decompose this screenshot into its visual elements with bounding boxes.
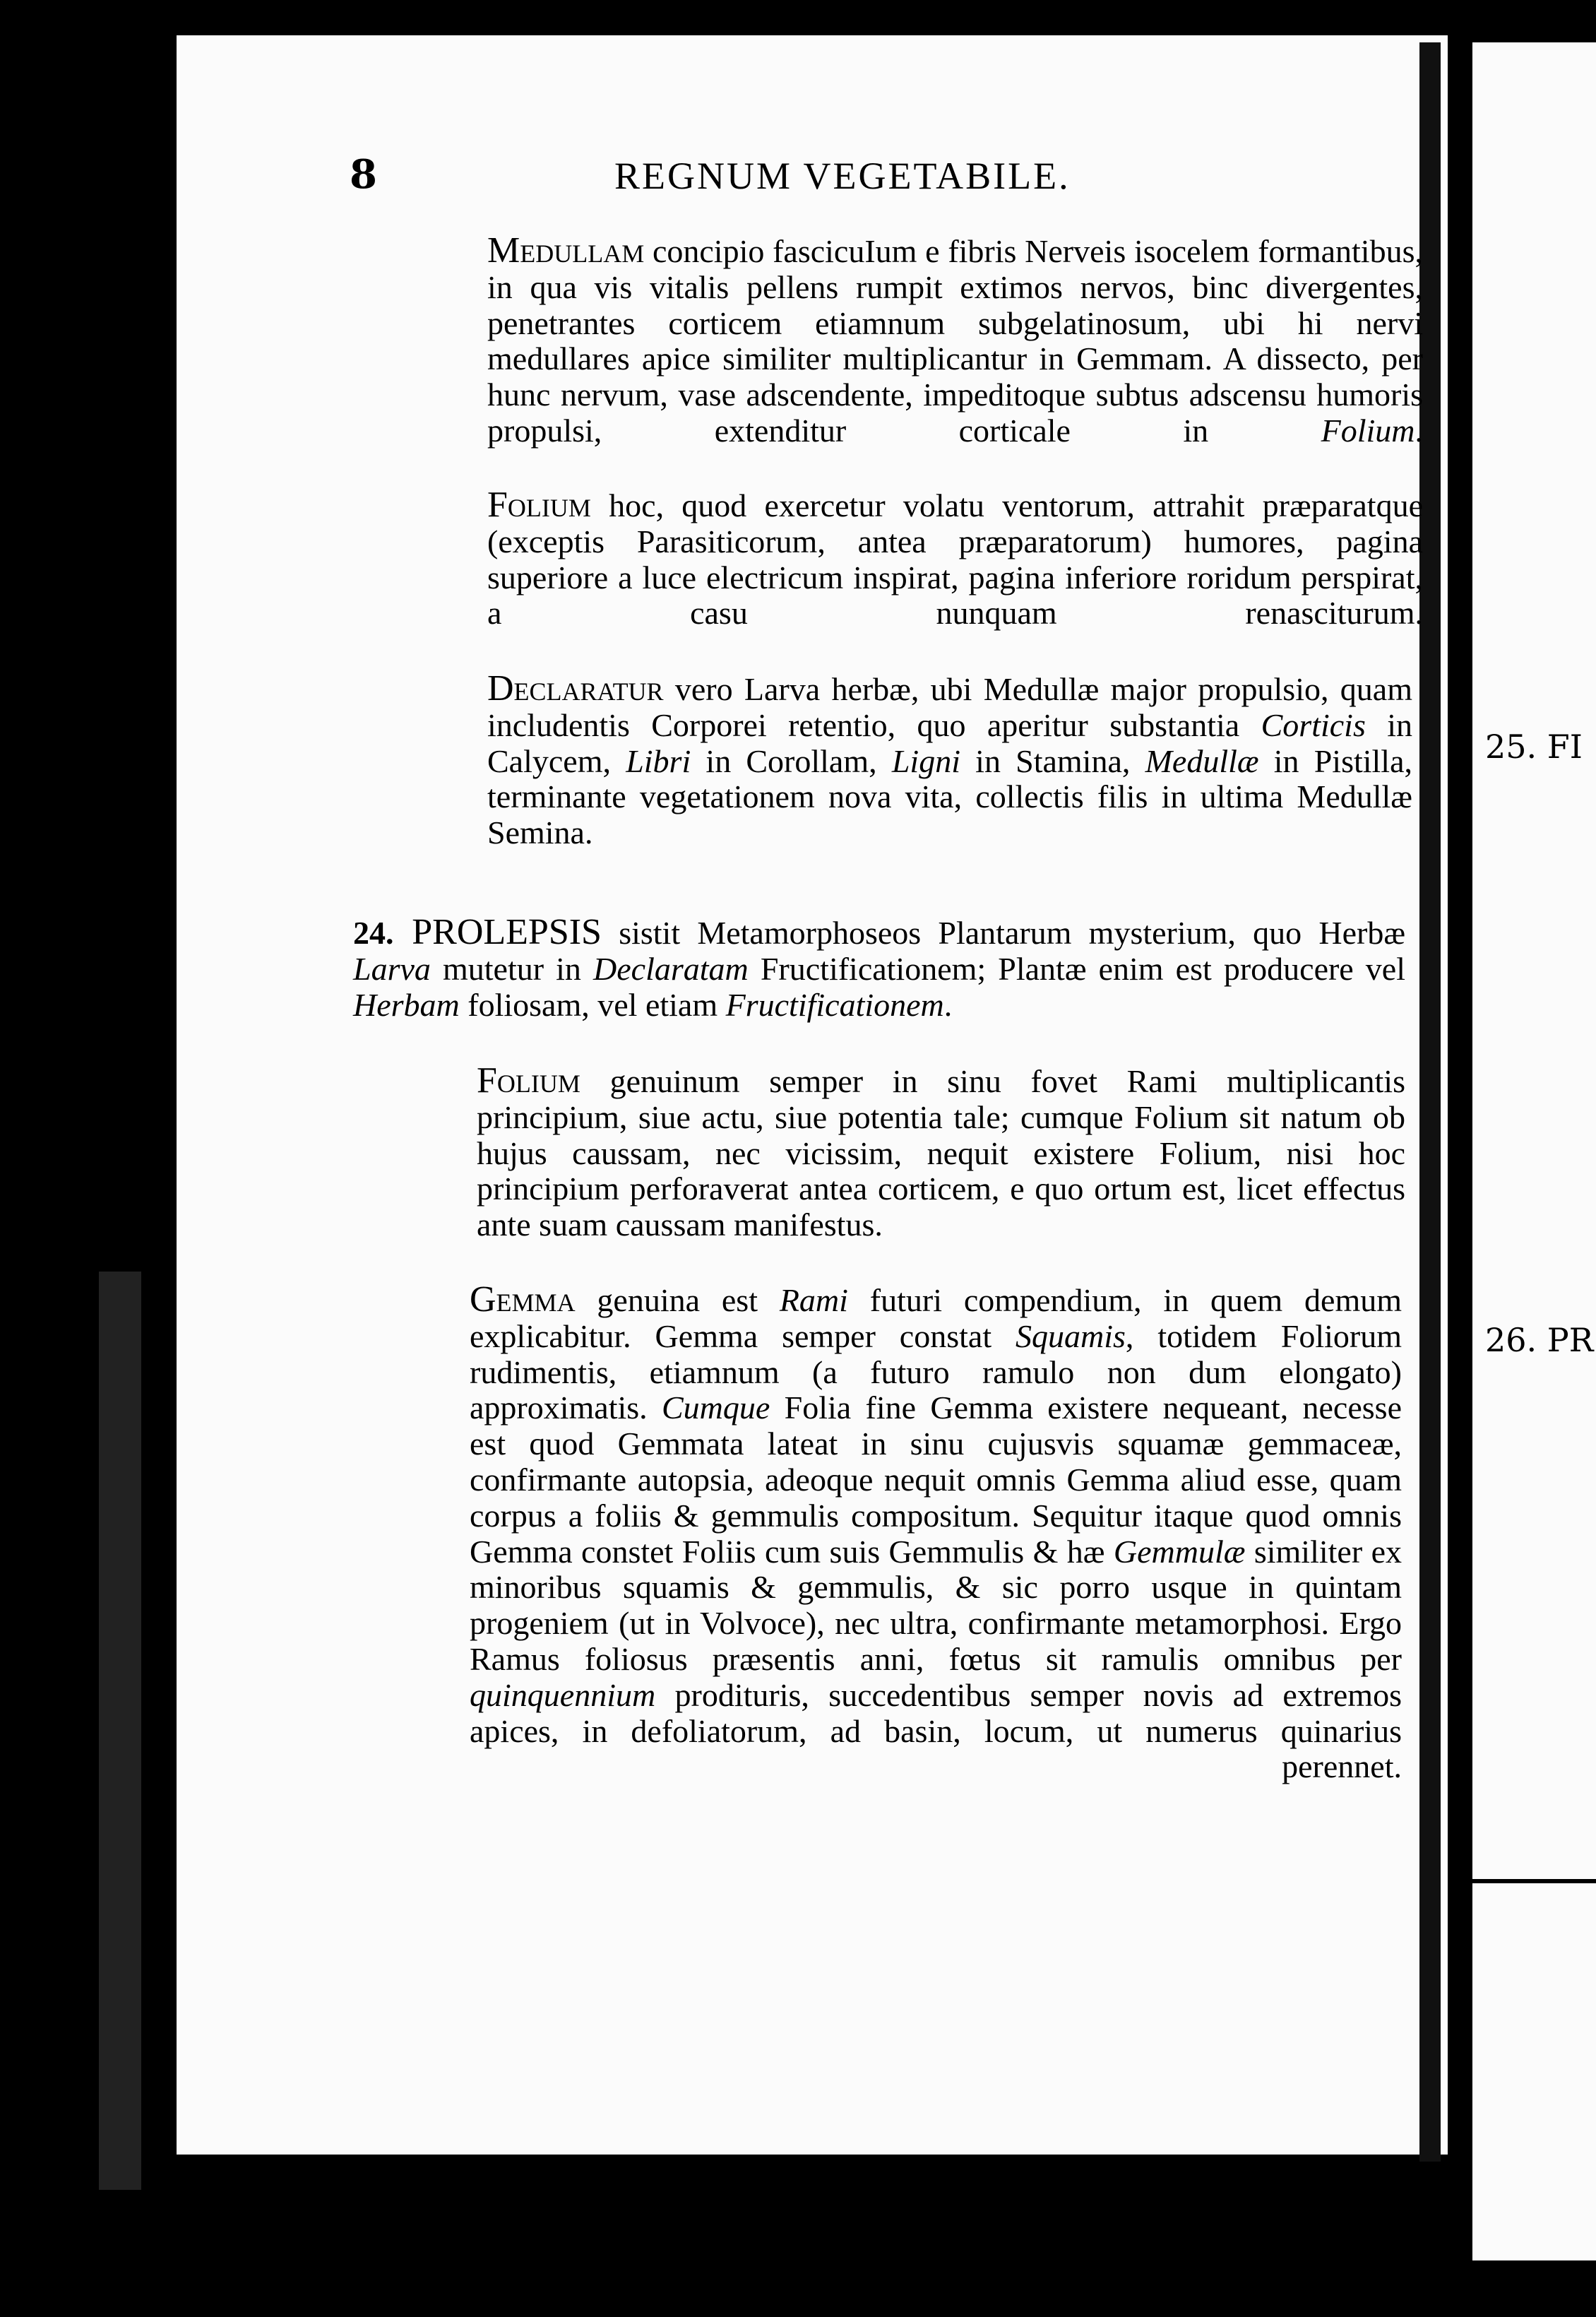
adjacent-rule — [1472, 1879, 1596, 1883]
paragraph-folium-genuinum: Folium genuinum semper in sinu fovet Rami multiplicantis principium, siue actu, siue potentia tale; cumque Folium sit natum ob hujus caussam, nec vicissim, nequit existere Folium, nisi hoc principium perforaverat antea corticem, e quo ortum est, licet effectus ante suam caussam manifestus. — [477, 1060, 1405, 1243]
adjacent-page — [1472, 42, 1596, 2260]
left-page-edge — [99, 1272, 141, 2190]
lead-word: Folium — [487, 485, 591, 525]
lead-word: Declaratur — [487, 668, 664, 709]
paragraph-gemma: Gemma genuina est Rami futuri compendium, in quem demum explicabitur. Gemma semper constat Squamis, totidem Foliorum rudimentis, etiamnum (a futuro ramulo non dum elongato) approximatis. Cumque Folia fine Gemma existere nequeant, necesse est quod Gemmata lateat in sinu cujusvis squamæ gemmaceæ, confirmante autopsia, adeoque nequit omnis Gemma aliud esse, quam corpus a foliis & gemmulis compositum. Sequitur itaque quod omnis Gemma constet Foliis cum suis Gemmulis & hæ Gemmulæ similiter ex minoribus squamis & gemmulis, & sic porro usque in quintam progeniem (ut in Volvoce), nec ultra, confirmante metamorphosi. Ergo Ramus foliosus præsentis anni, fœtus sit ramulis omnibus per quinquennium prodituris, succedentibus semper novis ad extremos apices, in defoliatorum, ad basin, locum, ut numerus quinarius perennet. — [470, 1279, 1403, 1785]
lead-word: Folium — [477, 1060, 580, 1101]
paragraph-folium-hoc: Folium hoc, quod exercetur volatu ventorum, attrahit præparatque (exceptis Parasiticorum, antea præparatorum) humores, pagina superiore a luce electricum inspirat, pagina inferiore roridum perspirat, a casu nunquam renasciturum. — [487, 485, 1423, 632]
paragraph-medullam: Medullam concipio fascicuIum e fibris Nerveis isocelem formantibus, in qua vis vitalis pellens rumpit extimos nervos, binc divergentes, penetrantes corticem etiamnum subgelatinosum, ubi hi nervi medullares apice similiter multiplicantur in Gemmam. A dissecto, per hunc nervum, vase adscendente, impeditoque subtus adscensu humoris propulsi, extenditur corticale in Folium. — [487, 230, 1423, 449]
section-heading: PROLEPSIS — [393, 912, 602, 952]
running-title: REGNUM VEGETABILE. — [614, 155, 1071, 197]
adjacent-section-26: 26. PR — [1485, 1321, 1594, 1359]
paragraph-prolepsis: 24. PROLEPSIS sistit Metamorphoseos Plantarum mysterium, quo Herbæ Larva mutetur in Declaratam Fructificationem; Plantæ enim est producere vel Herbam foliosam, vel etiam Fructificationem. — [353, 912, 1405, 1023]
lead-word: Gemma — [470, 1279, 576, 1320]
paragraph-declaratur: Declaratur vero Larva herbæ, ubi Medullæ major propulsio, quam includentis Corporei retentio, quo aperitur substantia Corticis in Calycem, Libri in Corollam, Ligni in Stamina, Medullæ in Pistilla, terminante vegetationem nova vita, collectis filis in ultima Medullæ Semina. — [487, 668, 1413, 851]
lead-word: Medullam — [487, 230, 645, 271]
section-number: 24. — [353, 915, 394, 951]
page-number: 8 — [350, 151, 377, 198]
adjacent-section-25: 25. FI — [1485, 728, 1583, 766]
